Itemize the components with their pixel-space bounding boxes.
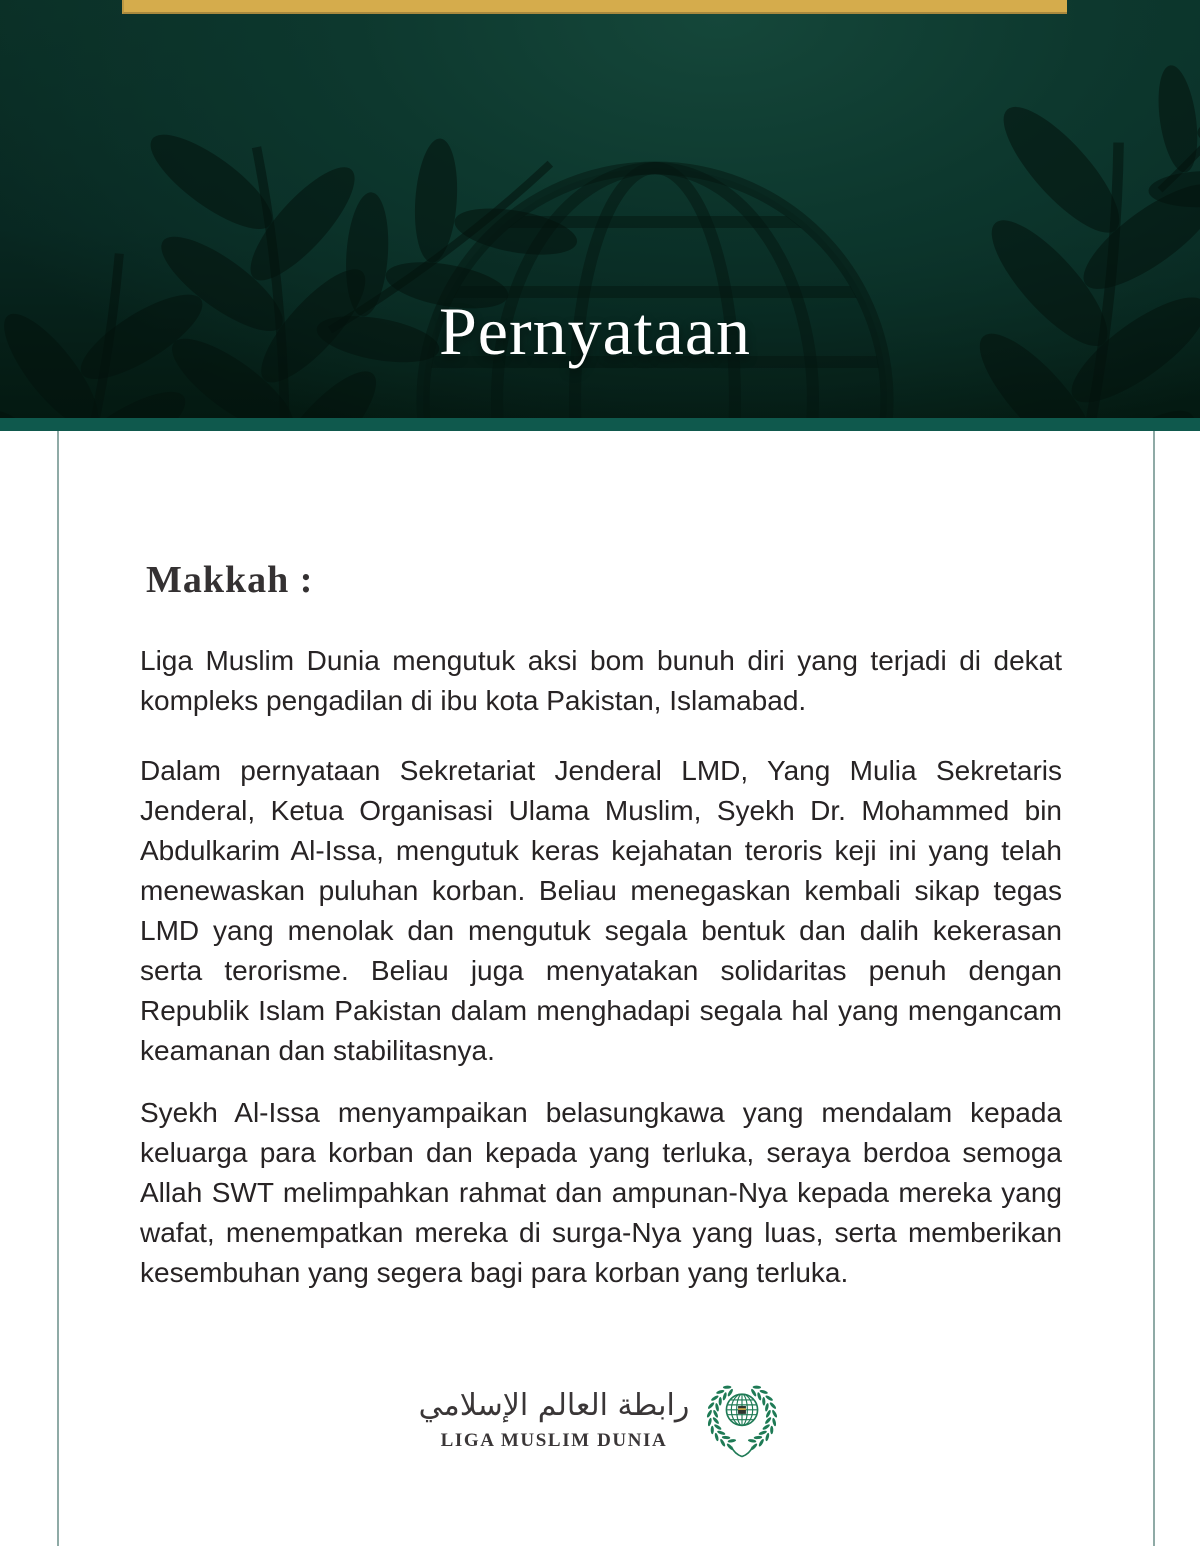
statement-body bbox=[0, 431, 1200, 1546]
gold-accent-bar bbox=[122, 0, 1067, 14]
page-title: Pernyataan bbox=[438, 293, 752, 369]
left-margin-rule bbox=[57, 431, 59, 1546]
organization-name: LIGA MUSLIM DUNIA bbox=[440, 1429, 668, 1451]
text-column bbox=[140, 431, 1062, 1459]
statement-paragraph-1: Liga Muslim Dunia mengutuk aksi bom bunuh diri yang terjadi di dekat kompleks pengadilan di ibu kota Pakistan, Islamabad. bbox=[140, 645, 1062, 716]
right-margin-rule bbox=[1153, 431, 1155, 1546]
dateline: Makkah : bbox=[146, 559, 314, 601]
teal-divider bbox=[0, 418, 1200, 431]
laurel-branch-decoration bbox=[946, 88, 1200, 418]
organization-logo bbox=[140, 1377, 1062, 1459]
kaaba-icon bbox=[738, 1406, 746, 1414]
mwl-emblem-icon bbox=[701, 1377, 783, 1459]
arabic-calligraphy: رابطة العالم الإسلامي bbox=[418, 1387, 690, 1423]
statement-paragraph-2: Dalam pernyataan Sekretariat Jenderal LMD, Yang Mulia Sekretaris Jenderal, Ketua Organisasi Ulama Muslim, Syekh Dr. Mohammed bin Abdulkarim Al-Issa, mengutuk keras kejahatan teroris keji ini yang telah menewaskan puluhan korban. Beliau menegaskan kembali sikap tegas LMD yang menolak dan mengutuk segala bentuk dan dalih kekerasan serta terorisme. Beliau juga menyatakan solidaritas penuh dengan Republik Islam Pakistan dalam menghadapi segala hal yang mengancam keamanan dan stabilitasnya. bbox=[140, 755, 1062, 1066]
logo-text-block bbox=[419, 1385, 690, 1452]
statement-paragraph-3: Syekh Al-Issa menyampaikan belasungkawa yang mendalam kepada keluarga para korban dan kepada yang terluka, seraya berdoa semoga Allah SWT melimpahkan rahmat dan ampunan-Nya kepada mereka yang wafat, menempatkan mereka di surga-Nya yang luas, serta memberikan kesembuhan yang segera bagi para korban yang terluka. bbox=[140, 1097, 1062, 1288]
header-banner bbox=[0, 0, 1200, 418]
